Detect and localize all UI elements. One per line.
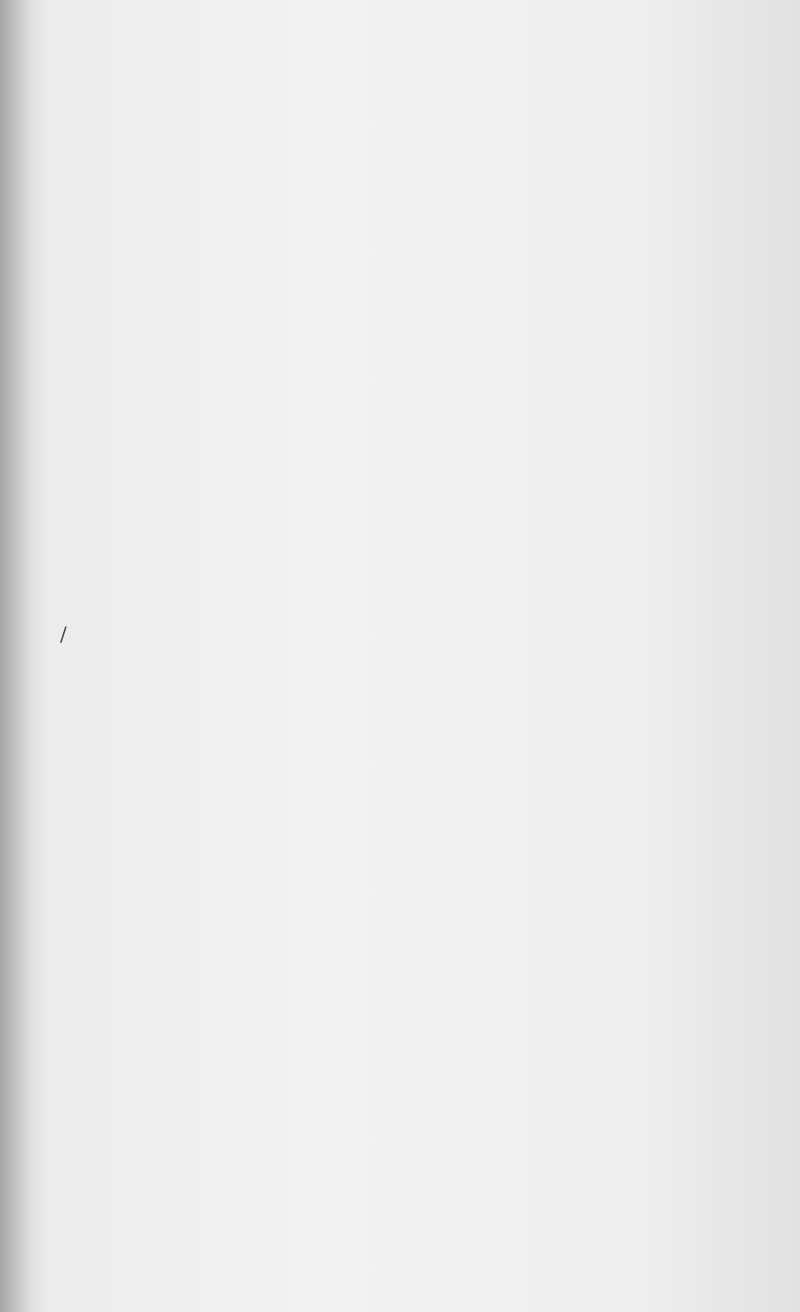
gutter-shadow <box>0 0 30 1312</box>
margin-mark: / <box>60 622 67 646</box>
